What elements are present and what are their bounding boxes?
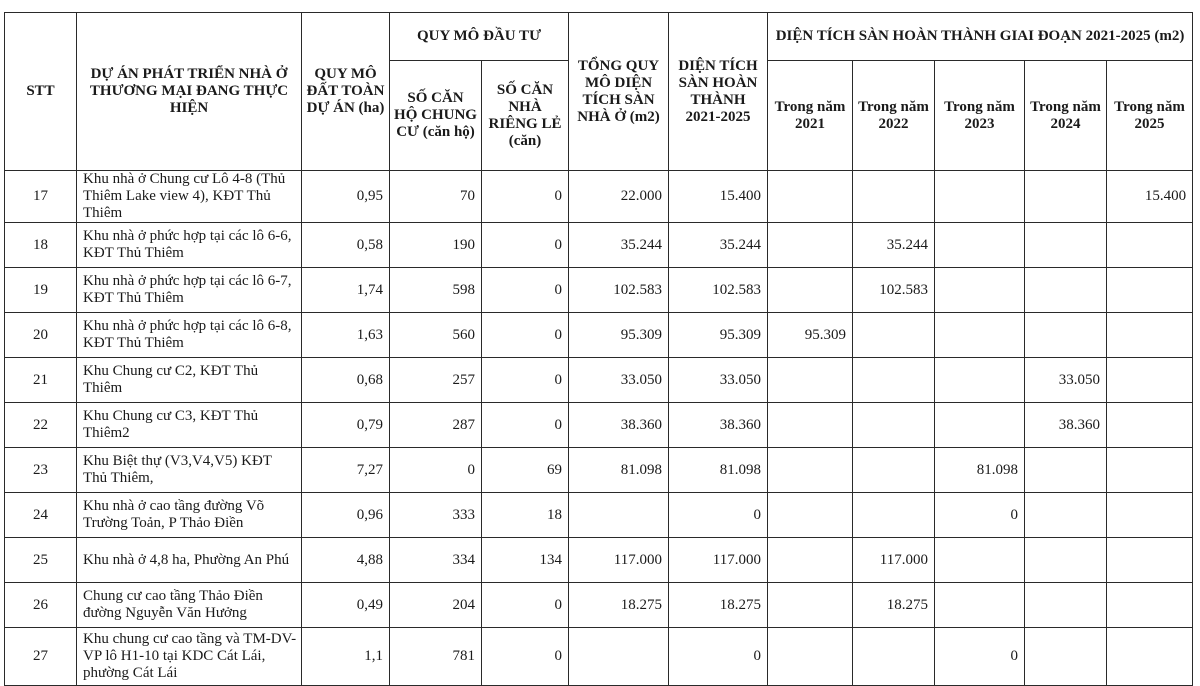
apartments-cell: 560: [390, 313, 482, 358]
year-2023-cell: 0: [935, 628, 1025, 686]
apartments-cell: 781: [390, 628, 482, 686]
houses-cell: 0: [482, 171, 569, 223]
year-2022-cell: [853, 171, 935, 223]
total-floor-area-cell: 81.098: [569, 448, 669, 493]
table-row: [5, 403, 1193, 448]
completed-area-cell: 0: [669, 628, 768, 686]
project-name-cell: Khu nhà ở cao tầng đường Võ Trường Toản, P Thảo Điền: [77, 493, 302, 538]
year-2024-cell: [1025, 538, 1107, 583]
year-2023-cell: [935, 223, 1025, 268]
land-area-cell: 0,95: [302, 171, 390, 223]
land-area-cell: 1,74: [302, 268, 390, 313]
col-stt: STT: [5, 13, 77, 171]
year-2023-cell: [935, 171, 1025, 223]
total-floor-area-cell: [569, 493, 669, 538]
table-row: [5, 628, 1193, 686]
col-completed-area: DIỆN TÍCH SÀN HOÀN THÀNH 2021-2025: [669, 13, 768, 171]
year-2025-cell: [1107, 358, 1193, 403]
year-2025-cell: [1107, 628, 1193, 686]
year-2021-cell: [768, 223, 853, 268]
year-2021-cell: [768, 628, 853, 686]
col-year-2022: Trong năm 2022: [853, 61, 935, 171]
col-houses: SỐ CĂN NHÀ RIÊNG LẺ (căn): [482, 61, 569, 171]
apartments-cell: 0: [390, 448, 482, 493]
total-floor-area-cell: 35.244: [569, 223, 669, 268]
completed-area-cell: 18.275: [669, 583, 768, 628]
land-area-cell: 0,49: [302, 583, 390, 628]
land-area-cell: 0,79: [302, 403, 390, 448]
land-area-cell: 7,27: [302, 448, 390, 493]
year-2021-cell: [768, 171, 853, 223]
stt-cell: 20: [5, 313, 77, 358]
year-2022-cell: 18.275: [853, 583, 935, 628]
year-2023-cell: 0: [935, 493, 1025, 538]
apartments-cell: 598: [390, 268, 482, 313]
completed-area-cell: 95.309: [669, 313, 768, 358]
stt-cell: 21: [5, 358, 77, 403]
year-2022-cell: [853, 403, 935, 448]
year-2021-cell: 95.309: [768, 313, 853, 358]
year-2022-cell: [853, 493, 935, 538]
project-name-cell: Khu Biệt thự (V3,V4,V5) KĐT Thủ Thiêm,: [77, 448, 302, 493]
year-2025-cell: [1107, 313, 1193, 358]
col-total-floor-area: TỔNG QUY MÔ DIỆN TÍCH SÀN NHÀ Ở (m2): [569, 13, 669, 171]
houses-cell: 0: [482, 223, 569, 268]
col-completed-period: DIỆN TÍCH SÀN HOÀN THÀNH GIAI ĐOẠN 2021-2025 (m2): [768, 13, 1193, 61]
year-2021-cell: [768, 268, 853, 313]
year-2023-cell: [935, 358, 1025, 403]
col-year-2024: Trong năm 2024: [1025, 61, 1107, 171]
year-2025-cell: 15.400: [1107, 171, 1193, 223]
year-2025-cell: [1107, 268, 1193, 313]
total-floor-area-cell: 95.309: [569, 313, 669, 358]
project-name-cell: Khu nhà ở phức hợp tại các lô 6-8, KĐT Thủ Thiêm: [77, 313, 302, 358]
project-name-cell: Khu nhà ở 4,8 ha, Phường An Phú: [77, 538, 302, 583]
apartments-cell: 334: [390, 538, 482, 583]
completed-area-cell: 15.400: [669, 171, 768, 223]
project-name-cell: Chung cư cao tầng Thảo Điền đường Nguyễn Văn Hưởng: [77, 583, 302, 628]
table-body: [5, 171, 1193, 686]
stt-cell: 24: [5, 493, 77, 538]
col-land-area: QUY MÔ ĐẤT TOÀN DỰ ÁN (ha): [302, 13, 390, 171]
year-2024-cell: [1025, 223, 1107, 268]
stt-cell: 26: [5, 583, 77, 628]
year-2022-cell: 35.244: [853, 223, 935, 268]
year-2023-cell: [935, 403, 1025, 448]
total-floor-area-cell: 102.583: [569, 268, 669, 313]
land-area-cell: 4,88: [302, 538, 390, 583]
houses-cell: 0: [482, 358, 569, 403]
year-2025-cell: [1107, 583, 1193, 628]
year-2021-cell: [768, 448, 853, 493]
year-2021-cell: [768, 538, 853, 583]
col-year-2021: Trong năm 2021: [768, 61, 853, 171]
completed-area-cell: 102.583: [669, 268, 768, 313]
year-2024-cell: [1025, 583, 1107, 628]
year-2021-cell: [768, 493, 853, 538]
stt-cell: 17: [5, 171, 77, 223]
housing-projects-table: [4, 12, 1193, 686]
apartments-cell: 70: [390, 171, 482, 223]
year-2024-cell: 33.050: [1025, 358, 1107, 403]
table-row: [5, 268, 1193, 313]
apartments-cell: 190: [390, 223, 482, 268]
completed-area-cell: 0: [669, 493, 768, 538]
year-2024-cell: [1025, 313, 1107, 358]
houses-cell: 0: [482, 583, 569, 628]
year-2024-cell: 38.360: [1025, 403, 1107, 448]
project-name-cell: Khu Chung cư C3, KĐT Thủ Thiêm2: [77, 403, 302, 448]
apartments-cell: 287: [390, 403, 482, 448]
year-2022-cell: [853, 448, 935, 493]
table-row: [5, 358, 1193, 403]
year-2022-cell: [853, 628, 935, 686]
completed-area-cell: 35.244: [669, 223, 768, 268]
year-2023-cell: [935, 538, 1025, 583]
total-floor-area-cell: 22.000: [569, 171, 669, 223]
project-name-cell: Khu chung cư cao tầng và TM-DV-VP lô H1-10 tại KDC Cát Lái, phường Cát Lái: [77, 628, 302, 686]
year-2022-cell: 102.583: [853, 268, 935, 313]
col-investment-scale: QUY MÔ ĐẦU TƯ: [390, 13, 569, 61]
year-2025-cell: [1107, 493, 1193, 538]
stt-cell: 18: [5, 223, 77, 268]
apartments-cell: 204: [390, 583, 482, 628]
year-2022-cell: [853, 313, 935, 358]
year-2021-cell: [768, 358, 853, 403]
land-area-cell: 0,96: [302, 493, 390, 538]
col-year-2025: Trong năm 2025: [1107, 61, 1193, 171]
table-row: [5, 171, 1193, 223]
year-2021-cell: [768, 403, 853, 448]
year-2022-cell: [853, 358, 935, 403]
houses-cell: 134: [482, 538, 569, 583]
col-year-2023: Trong năm 2023: [935, 61, 1025, 171]
year-2023-cell: [935, 313, 1025, 358]
land-area-cell: 1,1: [302, 628, 390, 686]
total-floor-area-cell: 117.000: [569, 538, 669, 583]
year-2023-cell: [935, 268, 1025, 313]
table-row: [5, 313, 1193, 358]
houses-cell: 18: [482, 493, 569, 538]
project-name-cell: Khu Chung cư C2, KĐT Thủ Thiêm: [77, 358, 302, 403]
completed-area-cell: 33.050: [669, 358, 768, 403]
houses-cell: 0: [482, 313, 569, 358]
table-row: [5, 583, 1193, 628]
year-2025-cell: [1107, 538, 1193, 583]
completed-area-cell: 117.000: [669, 538, 768, 583]
year-2024-cell: [1025, 268, 1107, 313]
houses-cell: 69: [482, 448, 569, 493]
year-2025-cell: [1107, 448, 1193, 493]
stt-cell: 25: [5, 538, 77, 583]
year-2023-cell: 81.098: [935, 448, 1025, 493]
year-2024-cell: [1025, 448, 1107, 493]
year-2025-cell: [1107, 403, 1193, 448]
year-2025-cell: [1107, 223, 1193, 268]
stt-cell: 23: [5, 448, 77, 493]
table-row: [5, 223, 1193, 268]
land-area-cell: 0,68: [302, 358, 390, 403]
table-row: [5, 538, 1193, 583]
year-2024-cell: [1025, 171, 1107, 223]
table-row: [5, 493, 1193, 538]
year-2024-cell: [1025, 628, 1107, 686]
completed-area-cell: 38.360: [669, 403, 768, 448]
stt-cell: 27: [5, 628, 77, 686]
completed-area-cell: 81.098: [669, 448, 768, 493]
houses-cell: 0: [482, 628, 569, 686]
stt-cell: 22: [5, 403, 77, 448]
project-name-cell: Khu nhà ở phức hợp tại các lô 6-6, KĐT Thủ Thiêm: [77, 223, 302, 268]
houses-cell: 0: [482, 403, 569, 448]
year-2022-cell: 117.000: [853, 538, 935, 583]
apartments-cell: 333: [390, 493, 482, 538]
total-floor-area-cell: 18.275: [569, 583, 669, 628]
header-row: [5, 13, 1193, 61]
year-2023-cell: [935, 583, 1025, 628]
apartments-cell: 257: [390, 358, 482, 403]
total-floor-area-cell: 33.050: [569, 358, 669, 403]
total-floor-area-cell: 38.360: [569, 403, 669, 448]
year-2024-cell: [1025, 493, 1107, 538]
col-apartments: SỐ CĂN HỘ CHUNG CƯ (căn hộ): [390, 61, 482, 171]
project-name-cell: Khu nhà ở Chung cư Lô 4-8 (Thủ Thiêm Lake view 4), KĐT Thủ Thiêm: [77, 171, 302, 223]
land-area-cell: 1,63: [302, 313, 390, 358]
table-row: [5, 448, 1193, 493]
land-area-cell: 0,58: [302, 223, 390, 268]
year-2021-cell: [768, 583, 853, 628]
col-project: DỰ ÁN PHÁT TRIỂN NHÀ Ở THƯƠNG MẠI ĐANG THỰC HIỆN: [77, 13, 302, 171]
project-name-cell: Khu nhà ở phức hợp tại các lô 6-7, KĐT Thủ Thiêm: [77, 268, 302, 313]
houses-cell: 0: [482, 268, 569, 313]
total-floor-area-cell: [569, 628, 669, 686]
stt-cell: 19: [5, 268, 77, 313]
